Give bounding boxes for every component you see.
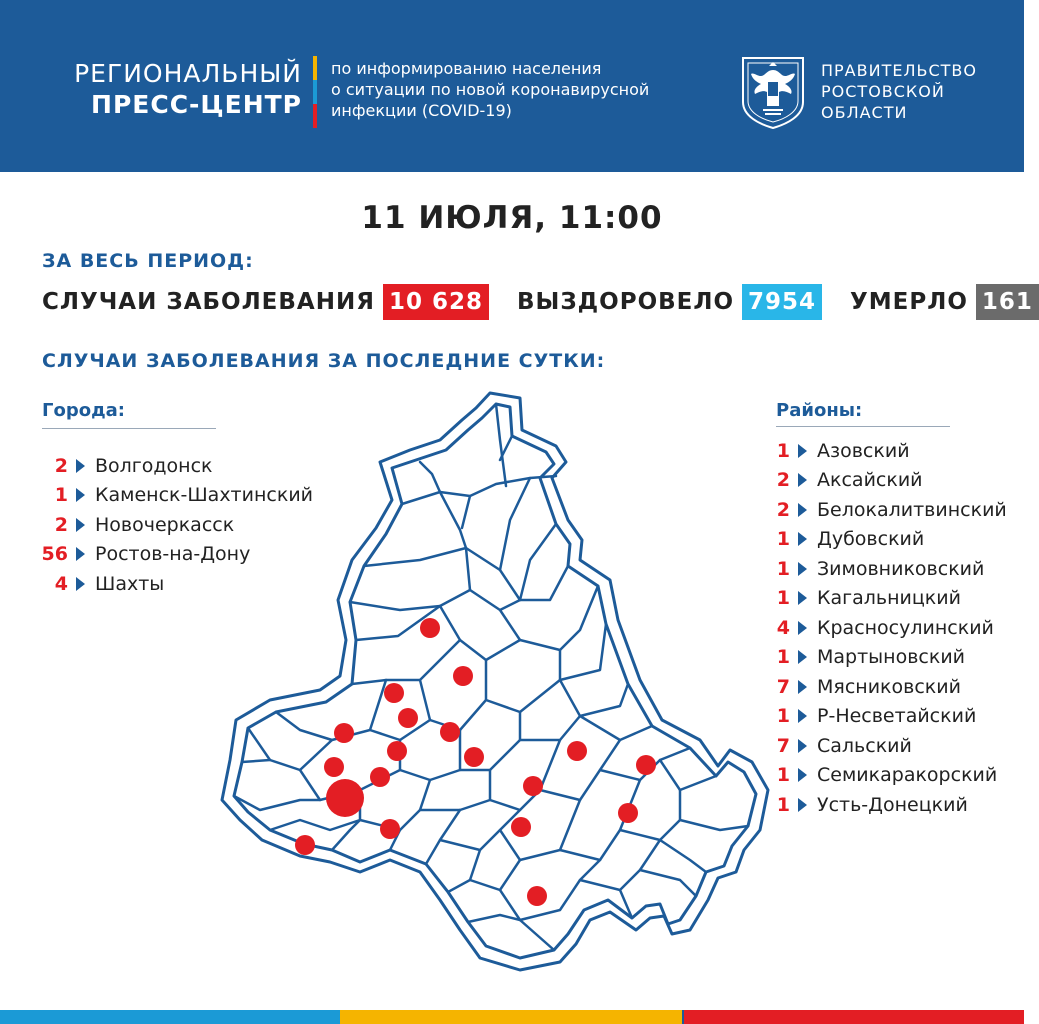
case-marker [511, 817, 531, 837]
case-count: 7 [776, 675, 790, 698]
case-marker [440, 722, 460, 742]
case-count: 7 [776, 734, 790, 757]
title-line-press-center: ПРЕСС-ЦЕНТР [91, 90, 302, 119]
case-marker [464, 747, 484, 767]
deaths-badge: 161 [976, 284, 1039, 320]
locality-name: Семикаракорский [817, 764, 998, 787]
case-count: 2 [776, 498, 790, 521]
locality-name: Шахты [95, 572, 165, 595]
locality-name: Кагальницкий [817, 587, 961, 610]
case-marker [453, 666, 473, 686]
case-marker [636, 755, 656, 775]
footer-stripe-segment [0, 1010, 340, 1024]
cities-heading: Города: [42, 400, 125, 421]
case-count: 1 [776, 439, 790, 462]
case-count: 1 [54, 484, 68, 507]
case-count: 2 [54, 513, 68, 536]
government-line: РОСТОВСКОЙ [821, 82, 945, 101]
case-marker [387, 741, 407, 761]
region-inner-border [234, 404, 756, 958]
description-line: о ситуации по новой коронавирусной [331, 80, 650, 99]
locality-name: Сальский [817, 734, 912, 757]
locality-name: Аксайский [817, 469, 923, 492]
recovered-badge: 7954 [742, 284, 822, 320]
footer-stripe-segment [684, 1010, 1024, 1024]
government-line: ОБЛАСТИ [821, 103, 908, 122]
locality-name: Белокалитвинский [817, 498, 1007, 521]
description-line: по информированию населения [331, 59, 602, 78]
case-count: 1 [776, 764, 790, 787]
case-marker [567, 741, 587, 761]
case-count: 1 [776, 528, 790, 551]
case-count: 2 [54, 454, 68, 477]
locality-name: Азовский [817, 439, 910, 462]
locality-name: Мартыновский [817, 646, 966, 669]
locality-name: Дубовский [817, 528, 925, 551]
total-period-heading: ЗА ВЕСЬ ПЕРИОД: [42, 250, 254, 272]
case-count: 2 [776, 469, 790, 492]
region-outer-border [222, 393, 768, 970]
case-marker [334, 723, 354, 743]
locality-name: Ростов-на-Дону [95, 543, 251, 566]
case-count: 1 [776, 705, 790, 728]
locality-name: Новочеркасск [95, 513, 235, 536]
footer-color-stripe [0, 1010, 1024, 1024]
footer-stripe-segment [340, 1010, 682, 1024]
locality-name: Мясниковский [817, 675, 961, 698]
case-count: 1 [776, 557, 790, 580]
district-borders [234, 404, 748, 950]
case-count: 1 [776, 646, 790, 669]
case-marker [523, 776, 543, 796]
daily-cases-heading: СЛУЧАИ ЗАБОЛЕВАНИЯ ЗА ПОСЛЕДНИЕ СУТКИ: [42, 350, 606, 372]
locality-name: Р-Несветайский [817, 705, 977, 728]
title-line-regional: РЕГИОНАЛЬНЫЙ [74, 59, 302, 88]
case-marker-large [326, 779, 364, 817]
case-count: 1 [776, 587, 790, 610]
case-marker [618, 803, 638, 823]
locality-name: Каменск-Шахтинский [95, 484, 314, 507]
case-marker [398, 708, 418, 728]
case-marker [527, 886, 547, 906]
deaths-label: УМЕРЛО [850, 289, 968, 315]
case-marker [295, 835, 315, 855]
case-marker [384, 683, 404, 703]
case-marker [324, 757, 344, 777]
report-date: 11 ИЮЛЯ, 11:00 [361, 200, 663, 236]
recovered-label: ВЫЗДОРОВЕЛО [516, 289, 735, 315]
case-count: 4 [54, 572, 68, 595]
districts-heading: Районы: [776, 400, 863, 421]
case-marker [370, 767, 390, 787]
case-marker [380, 819, 400, 839]
locality-name: Красносулинский [817, 616, 994, 639]
cases-badge: 10 628 [383, 284, 489, 320]
locality-name: Усть-Донецкий [817, 793, 968, 816]
government-line: ПРАВИТЕЛЬСТВО [821, 61, 977, 80]
case-marker [420, 618, 440, 638]
case-count: 4 [776, 616, 790, 639]
locality-name: Зимовниковский [817, 557, 985, 580]
locality-name: Волгодонск [95, 454, 213, 477]
description-line: инфекции (COVID-19) [331, 101, 512, 120]
case-count: 1 [776, 793, 790, 816]
case-count: 56 [41, 543, 68, 566]
cases-label: СЛУЧАИ ЗАБОЛЕВАНИЯ [42, 289, 375, 315]
